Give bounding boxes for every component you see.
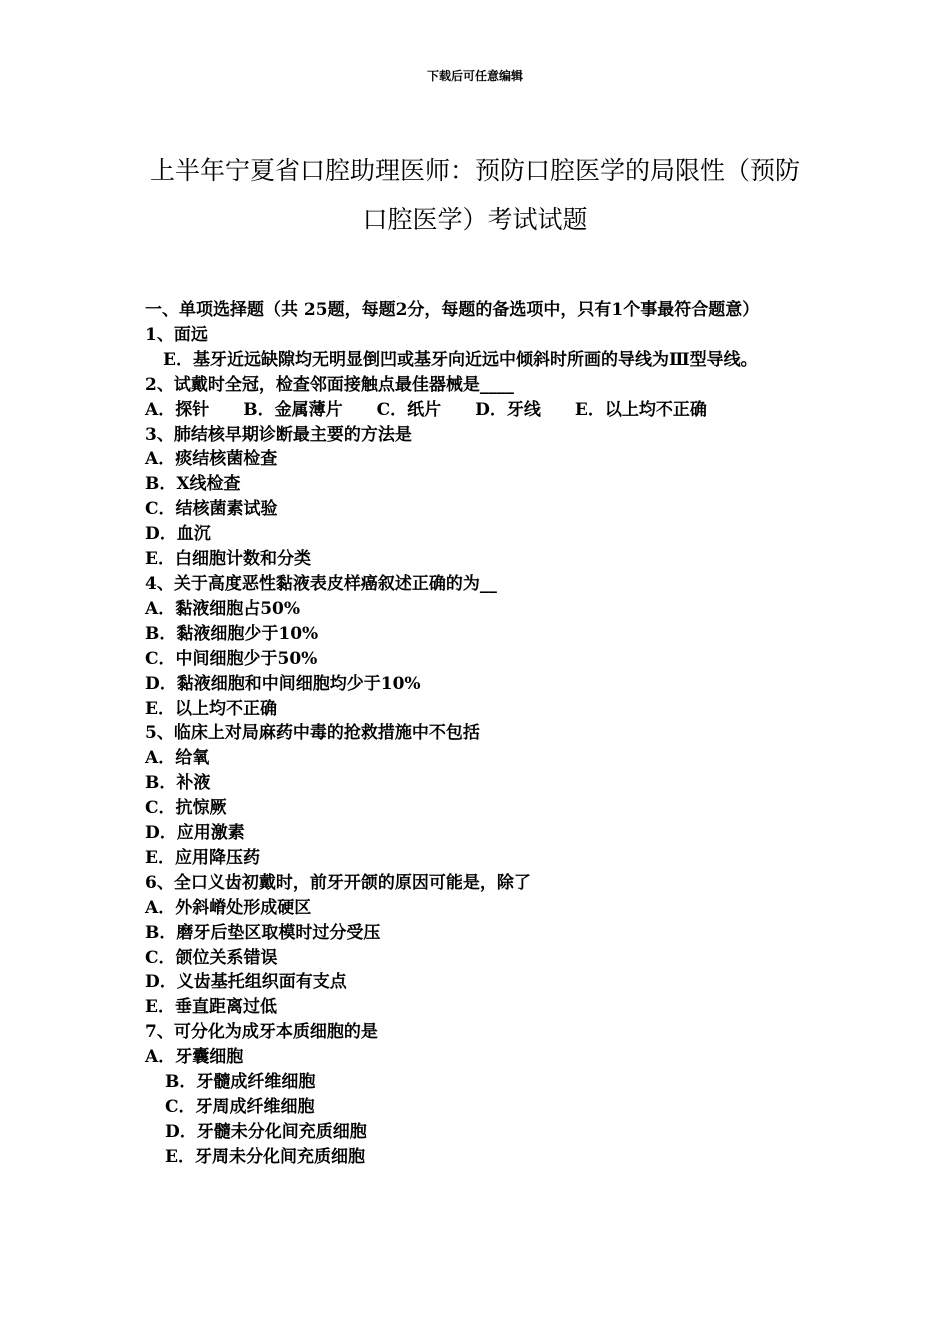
question-3-option-c: C．结核菌素试验 [145, 499, 278, 520]
question-6-option-d: D．义齿基托组织面有支点 [145, 972, 347, 993]
question-7-option-a: A．牙囊细胞 [145, 1047, 244, 1068]
question-7-stem: 7、可分化为成牙本质细胞的是 [145, 1022, 378, 1043]
question-7-option-e: E．牙周未分化间充质细胞 [165, 1146, 365, 1167]
document-body [145, 298, 815, 1170]
question-6-option-e: E．垂直距离过低 [145, 997, 277, 1018]
question-5-stem: 5、临床上对局麻药中毒的抢救措施中不包括 [145, 723, 480, 744]
question-6-option-c: C．颌位关系错误 [145, 947, 278, 968]
question-3-option-a: A．痰结核菌检查 [145, 449, 278, 470]
question-7-option-c: C．牙周成纤维细胞 [165, 1097, 315, 1117]
question-5-option-b: B．补液 [145, 773, 211, 794]
question-5-option-a: A．给氧 [145, 748, 210, 769]
question-6-stem: 6、全口义齿初戴时，前牙开颌的原因可能是，除了 [145, 872, 531, 893]
question-5-option-d: D．应用激素 [145, 823, 245, 844]
question-1-stem: 1、面远 [145, 324, 208, 345]
question-2-option-d: D．牙线 [475, 399, 541, 420]
section-heading: 一、单项选择题（共 25题，每题2分，每题的备选项中，只有1个事最符合题意） [145, 300, 760, 320]
question-4-stem: 4、关于高度恶性黏液表皮样癌叙述正确的为__ [145, 573, 497, 594]
question-2-option-b: B．金属薄片 [243, 399, 343, 420]
question-7-option-b: B．牙髓成纤维细胞 [165, 1072, 316, 1093]
question-4-option-a: A．黏液细胞占50% [145, 598, 301, 619]
question-3-option-d: D．血沉 [145, 524, 211, 545]
header-note: 下载后可任意编辑 [426, 69, 523, 83]
question-2-option-a: A．探针 [145, 399, 210, 420]
question-3-stem: 3、肺结核早期诊断最主要的方法是 [145, 424, 412, 445]
question-3-option-b: B．X线检查 [145, 474, 241, 495]
document-title: 上半年宁夏省口腔助理医师：预防口腔医学的局限性（预防口腔医学）考试试题 [149, 156, 800, 234]
question-6-option-b: B．磨牙后垫区取模时过分受压 [145, 922, 381, 943]
question-4-option-b: B．黏液细胞少于10% [145, 623, 319, 644]
question-2-option-e: E．以上均不正确 [574, 399, 707, 420]
question-4-option-d: D．黏液细胞和中间细胞均少于10% [145, 673, 421, 694]
question-4-option-c: C．中间细胞少于50% [145, 648, 318, 669]
question-6-option-a: A．外斜嵴处形成硬区 [145, 897, 312, 918]
question-1-option-e: E．基牙近远缺隙均无明显倒凹或基牙向近远中倾斜时所画的导线为Ⅲ型导线。 [163, 349, 758, 370]
question-3-option-e: E．白细胞计数和分类 [145, 549, 311, 570]
question-7-option-d: D．牙髓未分化间充质细胞 [165, 1121, 367, 1142]
question-2-options [145, 398, 815, 423]
question-2-stem: 2、试戴时全冠，检查邻面接触点最佳器械是____ [145, 374, 514, 395]
question-5-option-c: C．抗惊厥 [145, 798, 227, 819]
question-4-option-e: E．以上均不正确 [145, 698, 277, 719]
question-5-option-e: E．应用降压药 [145, 847, 260, 868]
question-2-option-c: C．纸片 [376, 399, 442, 420]
